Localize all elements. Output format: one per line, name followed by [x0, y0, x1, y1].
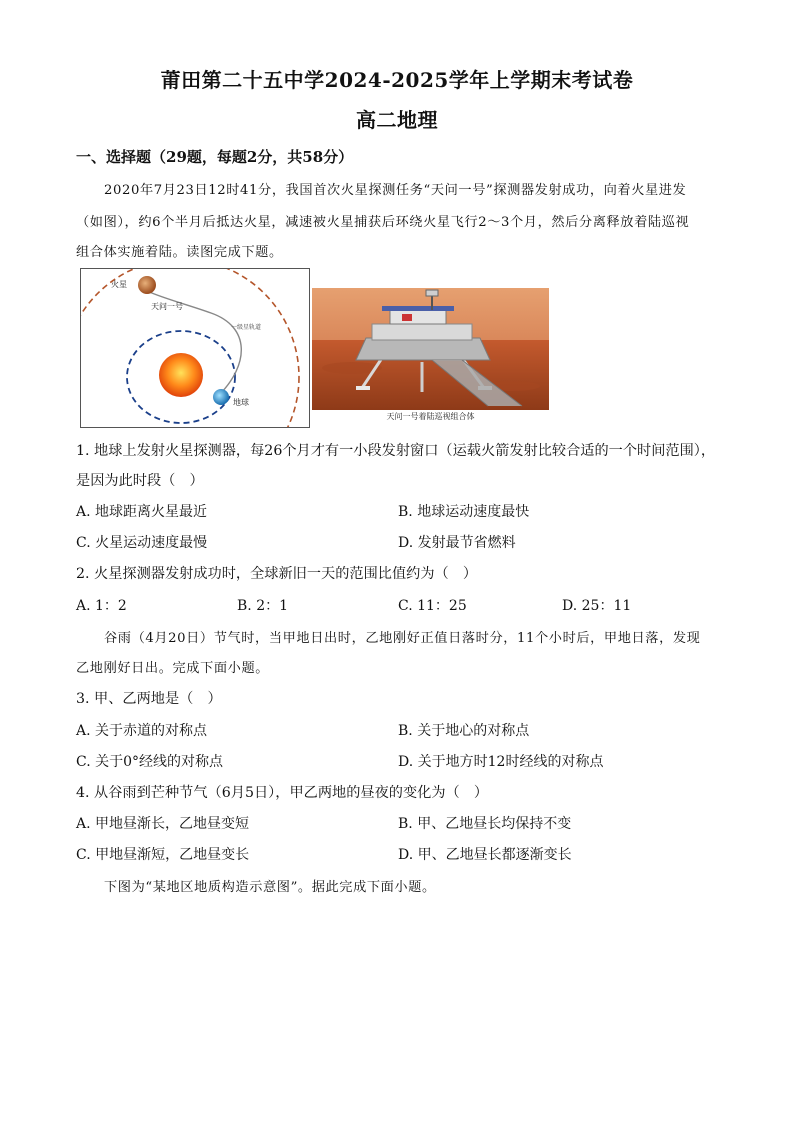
- mars-icon: [138, 276, 156, 294]
- q3-stem: 3. 甲、乙两地是（ ）: [76, 691, 222, 707]
- q2-option-c[interactable]: C. 11：25: [398, 598, 467, 614]
- orbit-label: 一级星轨道: [231, 324, 262, 331]
- q4-option-c[interactable]: C. 甲地昼渐短，乙地昼变长: [76, 847, 250, 863]
- q1-option-c[interactable]: C. 火星运动速度最慢: [76, 535, 208, 551]
- earth-icon: [213, 389, 229, 405]
- q1-option-a[interactable]: A. 地球距离火星最近: [76, 504, 208, 520]
- section-heading: 一、选择题（29题，每题2分，共58分）: [76, 148, 354, 166]
- q2-option-d[interactable]: D. 25：11: [562, 598, 632, 614]
- mars-orbit: [81, 269, 299, 427]
- q2-stem: 2. 火星探测器发射成功时，全球新旧一天的范围比值约为（ ）: [76, 566, 478, 582]
- earth-label: 地球: [233, 398, 249, 407]
- intro2-line1: 谷雨（4月20日）节气时，当甲地日出时，乙地刚好正值日落时分，11个小时后，甲地日落，发现: [104, 631, 701, 646]
- q2-option-b[interactable]: B. 2：1: [237, 598, 289, 614]
- lander-photo: [312, 288, 549, 410]
- probe-label: 天问一号: [151, 302, 183, 311]
- q4-option-d[interactable]: D. 甲、乙地昼长都逐渐变长: [398, 847, 572, 863]
- q1-option-b[interactable]: B. 地球运动速度最快: [398, 504, 530, 520]
- intro1-line3: 组合体实施着陆。读图完成下题。: [76, 245, 283, 260]
- q1-stem-line2: 是因为此时段（ ）: [76, 473, 204, 489]
- q3-option-a[interactable]: A. 关于赤道的对称点: [76, 723, 208, 739]
- q4-stem: 4. 从谷雨到芒种节气（6月5日），甲乙两地的昼夜的变化为（ ）: [76, 785, 489, 801]
- intro1-line2: （如图），约6个半月后抵达火星，减速被火星捕获后环绕火星飞行2～3个月，然后分离释放着陆巡视: [76, 215, 690, 230]
- q4-option-b[interactable]: B. 甲、乙地昼长均保持不变: [398, 816, 572, 832]
- q2-option-a[interactable]: A. 1：2: [76, 598, 127, 614]
- exam-subject: 高二地理: [356, 108, 438, 132]
- q1-option-d[interactable]: D. 发射最节省燃料: [398, 535, 516, 551]
- q3-option-b[interactable]: B. 关于地心的对称点: [398, 723, 530, 739]
- photo-caption: 天问一号着陆巡视组合体: [386, 412, 475, 421]
- orbit-diagram: [80, 268, 310, 428]
- exam-title: 莆田第二十五中学2024-2025学年上学期末考试卷: [160, 68, 634, 92]
- mars-label: 火星: [111, 280, 127, 289]
- q3-option-d[interactable]: D. 关于地方时12时经线的对称点: [398, 754, 604, 770]
- q1-stem-line1: 1. 地球上发射火星探测器，每26个月才有一小段发射窗口（运载火箭发射比较合适的一个时间范围），: [76, 443, 716, 459]
- intro2-line2: 乙地刚好日出。完成下面小题。: [76, 661, 270, 676]
- q3-option-c[interactable]: C. 关于0°经线的对称点: [76, 754, 224, 770]
- orbit-diagram-svg: [81, 269, 309, 427]
- intro3-line1: 下图为“某地区地质构造示意图”。据此完成下面小题。: [104, 880, 436, 895]
- intro1-line1: 2020年7月23日12时41分，我国首次火星探测任务“天问一号”探测器发射成功，向着火星进发: [104, 183, 687, 198]
- sun-icon: [159, 353, 203, 397]
- q4-option-a[interactable]: A. 甲地昼渐长，乙地昼变短: [76, 816, 250, 832]
- lander-photo-svg: [312, 288, 549, 410]
